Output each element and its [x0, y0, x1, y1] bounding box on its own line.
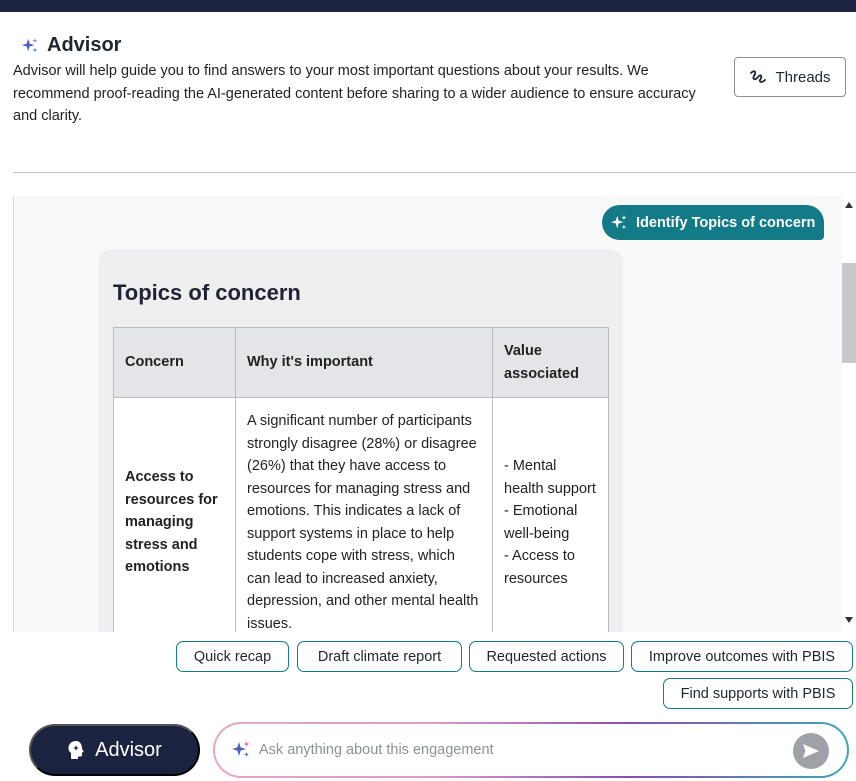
column-header-value: Value associated: [493, 328, 609, 398]
chip-find-supports-pbis[interactable]: Find supports with PBIS: [663, 678, 853, 709]
threads-label: Threads: [775, 68, 831, 86]
response-heading: Topics of concern: [113, 280, 301, 305]
concerns-table: [113, 327, 609, 632]
why-cell: A significant number of participants strongly disagree (28%) or disagree (26%) that they have access to resources for managing stress and emotions. This indicates a lack of support systems in place to help students cope with stress, which can lead to increased anxiety, depression, and other mental health issues.: [236, 398, 493, 633]
sparkle-icon: [21, 37, 39, 55]
value-item: - Emotional well-being: [504, 503, 578, 542]
header-divider: [13, 172, 856, 173]
advisor-header: [13, 34, 843, 57]
chat-scrollbar[interactable]: [842, 196, 856, 632]
value-item: - Access to resources: [504, 548, 575, 587]
ask-input-container: [213, 722, 849, 778]
scroll-up-arrow-icon[interactable]: [845, 202, 853, 208]
value-cell: [493, 398, 609, 633]
advisor-description: Advisor will help guide you to find answers to your most important questions about your results. We recommend proof-reading the AI-generated content before sharing to a wider audience to ensure accuracy and clarity.: [13, 63, 696, 124]
ask-input[interactable]: [259, 742, 779, 758]
threads-icon: [749, 69, 767, 85]
concern-cell: Access to resources for managing stress and emotions: [114, 398, 236, 633]
user-prompt-bubble: [602, 205, 824, 240]
advisor-head-icon: [67, 740, 85, 760]
advisor-response-card: [98, 249, 623, 632]
chip-improve-outcomes-pbis[interactable]: Improve outcomes with PBIS: [631, 641, 853, 672]
advisor-button-label: Advisor: [95, 738, 162, 761]
send-button[interactable]: [793, 733, 829, 769]
scroll-down-arrow-icon[interactable]: [845, 617, 853, 623]
advisor-button[interactable]: [29, 724, 200, 776]
column-header-why: Why it's important: [236, 328, 493, 398]
sparkle-icon: [610, 214, 628, 232]
table-row: [114, 398, 609, 633]
ask-input-inner: [215, 724, 847, 776]
value-item: - Mental health support: [504, 458, 596, 497]
table-header-row: [114, 328, 609, 398]
chip-requested-actions[interactable]: Requested actions: [469, 641, 624, 672]
user-prompt-text: Identify Topics of concern: [636, 214, 816, 231]
column-header-concern: Concern: [114, 328, 236, 398]
chip-draft-climate-report[interactable]: Draft climate report: [297, 641, 462, 672]
chip-quick-recap[interactable]: Quick recap: [176, 641, 289, 672]
scroll-thumb[interactable]: [842, 263, 856, 363]
sparkle-icon: [231, 740, 251, 760]
top-nav-bar: [0, 0, 856, 12]
title-row: [21, 34, 843, 57]
page-title: Advisor: [47, 34, 122, 56]
chat-transcript[interactable]: [13, 196, 843, 632]
threads-button[interactable]: [734, 57, 846, 97]
send-icon: [802, 743, 820, 759]
